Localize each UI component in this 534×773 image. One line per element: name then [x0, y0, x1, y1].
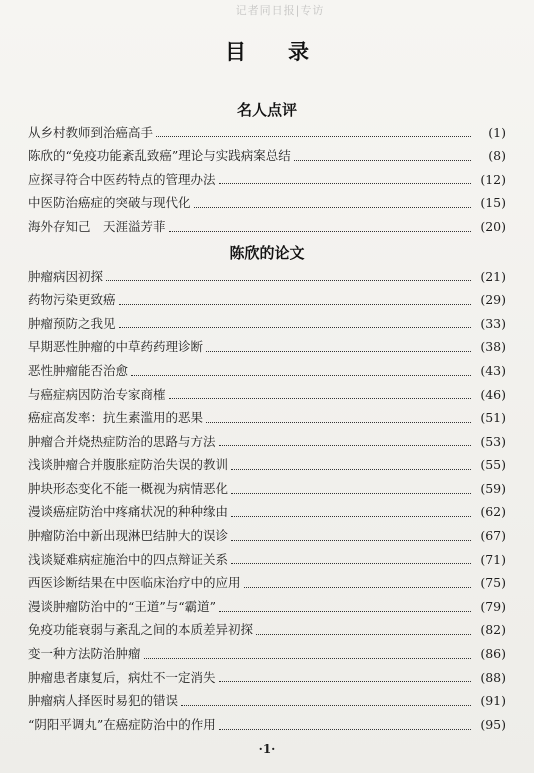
dot-leader [144, 646, 471, 659]
toc-entry-page: (15) [480, 195, 506, 211]
toc-entry [28, 454, 506, 478]
toc-entry-title: 肿瘤患者康复后，病灶不一定消失 [28, 669, 216, 685]
toc-entry [28, 643, 506, 667]
toc-entry-page: (53) [480, 433, 506, 449]
dot-leader [219, 717, 471, 730]
toc-list [28, 121, 506, 239]
toc-entry-page: (8) [488, 148, 506, 164]
title-char: 目 [225, 40, 246, 64]
toc-entry-title: 肿瘤防治中新出现淋巴结肿大的误诊 [28, 528, 229, 544]
dot-leader [169, 219, 471, 232]
toc-entry-page: (88) [480, 669, 506, 685]
header-bleed-text: 记者同日报|专访 [235, 4, 325, 17]
toc-entry [28, 289, 506, 313]
toc-entry-title: 与癌症病因防治专家商榷 [28, 386, 166, 402]
toc-entry [28, 619, 506, 643]
dot-leader [119, 292, 471, 305]
toc-entry [28, 548, 506, 572]
toc-entry-page: (62) [480, 504, 506, 520]
toc-entry [28, 690, 506, 714]
toc-entry-title: 早期恶性肿瘤的中草药药理诊断 [28, 339, 204, 355]
toc-entry-title: 从乡村教师到治癌高手 [28, 124, 154, 140]
toc-entry-page: (59) [480, 480, 506, 496]
toc-entry [28, 407, 506, 431]
toc-entry-title: 中医防治癌症的突破与现代化 [28, 195, 191, 211]
dot-leader [106, 268, 471, 281]
dot-leader [156, 124, 471, 137]
toc-entry-page: (1) [488, 124, 506, 140]
dot-leader [219, 171, 471, 184]
dot-leader [169, 386, 471, 399]
section-heading: 陈欣的论文 [229, 244, 305, 262]
toc-entry-page: (38) [480, 339, 506, 355]
toc-entry-title: 变一种方法防治肿瘤 [28, 646, 141, 662]
toc-entry-title: 肿瘤病因初探 [28, 268, 104, 284]
toc-entry-title: “阴阳平调丸”在癌症防治中的作用 [28, 716, 216, 732]
dot-leader [231, 504, 471, 517]
toc-entry-page: (75) [480, 575, 506, 591]
toc-entry [28, 336, 506, 360]
toc-entry [28, 192, 506, 216]
toc-entry [28, 595, 506, 619]
toc-entry-page: (51) [480, 410, 506, 426]
toc-entry [28, 477, 506, 501]
toc-entry-title: 恶性肿瘤能否治愈 [28, 362, 129, 378]
toc-entry-title: 漫谈肿瘤防治中的“王道”与“霸道” [28, 598, 217, 614]
toc-entry [28, 215, 506, 239]
dot-leader [231, 481, 471, 494]
toc-entry-page: (82) [480, 622, 506, 638]
dot-leader [119, 315, 471, 328]
toc-entry-title: 免疫功能衰弱与紊乱之间的本质差异初探 [28, 622, 254, 638]
toc-entry-page: (20) [480, 218, 506, 234]
toc-entry-title: 癌症高发率：抗生素滥用的恶果 [28, 410, 204, 426]
dot-leader [219, 669, 471, 682]
dot-leader [181, 693, 471, 706]
toc-list [28, 265, 506, 737]
dot-leader [219, 433, 471, 446]
toc-entry [28, 525, 506, 549]
toc-entry [28, 265, 506, 289]
dot-leader [219, 599, 471, 612]
toc-entry-title: 应探寻符合中医药特点的管理办法 [28, 171, 216, 187]
section-heading: 名人点评 [236, 101, 297, 119]
dot-leader [231, 457, 471, 470]
title-char: 录 [288, 40, 309, 64]
dot-leader [231, 528, 471, 541]
toc-entry-title: 药物污染更致癌 [28, 292, 116, 308]
toc-entry-page: (86) [480, 646, 506, 662]
dot-leader [131, 363, 471, 376]
toc-entry-title: 漫谈癌症防治中疼痛状况的种种缘由 [28, 504, 229, 520]
toc-entry-page: (55) [480, 457, 506, 473]
toc-entry-page: (71) [480, 551, 506, 567]
toc-entry-title: 肿瘤预防之我见 [28, 315, 116, 331]
toc-entry-title: 肿瘤病人择医时易犯的错误 [28, 693, 179, 709]
toc-entry [28, 430, 506, 454]
toc-entry [28, 383, 506, 407]
toc-entry [28, 359, 506, 383]
dot-leader [294, 148, 471, 161]
toc-entry [28, 121, 506, 145]
toc-entry-title: 浅谈疑难病症施治中的四点辩证关系 [28, 551, 229, 567]
dot-leader [194, 195, 471, 208]
toc-entry [28, 168, 506, 192]
toc-entry [28, 145, 506, 169]
toc-entry-title: 海外存知己 天涯溢芳菲 [28, 218, 166, 234]
toc-entry-title: 浅谈肿瘤合并腹胀症防治失误的教训 [28, 457, 229, 473]
page-title [0, 36, 534, 66]
toc-entry-page: (67) [480, 528, 506, 544]
toc-entry-page: (29) [480, 292, 506, 308]
toc-entry-page: (46) [480, 386, 506, 402]
toc-entry [28, 572, 506, 596]
dot-leader [231, 551, 471, 564]
toc-entry-page: (95) [480, 716, 506, 732]
toc-entry-title: 肿瘤合并烧热症防治的思路与方法 [28, 433, 216, 449]
dot-leader [244, 575, 471, 588]
toc-entry [28, 501, 506, 525]
toc-entry-title: 西医诊断结果在中医临床治疗中的应用 [28, 575, 241, 591]
dot-leader [206, 339, 471, 352]
toc-entry-title: 肿块形态变化不能一概视为病情恶化 [28, 480, 229, 496]
toc-entry [28, 666, 506, 690]
toc-entry [28, 713, 506, 737]
toc-entry-page: (79) [480, 598, 506, 614]
toc-entry-page: (43) [480, 362, 506, 378]
page-number: ·1· [258, 742, 276, 756]
dot-leader [206, 410, 471, 423]
toc-entry-page: (33) [480, 315, 506, 331]
toc-entry [28, 312, 506, 336]
toc-entry-title: 陈欣的“免疫功能紊乱致癌”理论与实践病案总结 [28, 148, 291, 164]
toc-entry-page: (91) [480, 693, 506, 709]
toc-entry-page: (21) [480, 268, 506, 284]
dot-leader [256, 622, 471, 635]
toc-entry-page: (12) [480, 171, 506, 187]
